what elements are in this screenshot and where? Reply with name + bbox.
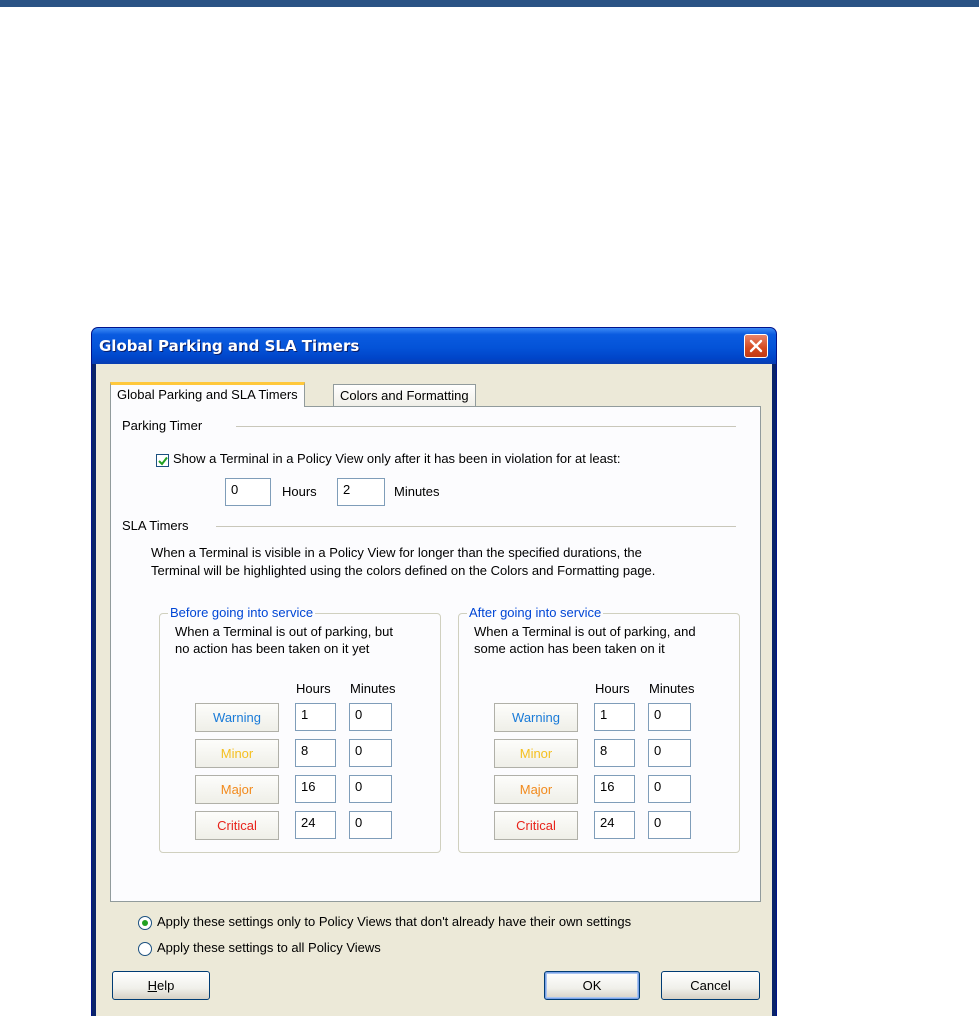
- before-critical-button[interactable]: Critical: [195, 811, 279, 840]
- parking-hours-label: Hours: [282, 484, 317, 499]
- parking-checkbox-label: Show a Terminal in a Policy View only after it has been in violation for at least:: [173, 451, 621, 466]
- dialog-window: [92, 328, 776, 1016]
- after-warning-button[interactable]: Warning: [494, 703, 578, 732]
- apply-own-settings-radio[interactable]: [138, 916, 152, 930]
- before-service-group: [159, 605, 441, 853]
- parking-minutes-label: Minutes: [394, 484, 440, 499]
- close-icon: [749, 339, 763, 353]
- before-warning-minutes[interactable]: 0: [349, 703, 392, 731]
- help-button[interactable]: [112, 971, 210, 1000]
- parking-hours-input[interactable]: 0: [225, 478, 271, 506]
- tab-colors-formatting[interactable]: Colors and Formatting: [333, 384, 476, 406]
- radio-selected-dot: [142, 920, 148, 926]
- after-major-hours[interactable]: 16: [594, 775, 635, 803]
- sla-timers-label: SLA Timers: [122, 518, 194, 533]
- before-warning-hours[interactable]: 1: [295, 703, 336, 731]
- before-major-minutes[interactable]: 0: [349, 775, 392, 803]
- before-minor-button[interactable]: Minor: [195, 739, 279, 768]
- before-service-legend: Before going into service: [170, 605, 314, 620]
- close-button[interactable]: [744, 334, 768, 358]
- after-service-group: [458, 605, 740, 853]
- ok-button[interactable]: OK: [544, 971, 640, 1000]
- after-critical-hours[interactable]: 24: [594, 811, 635, 839]
- after-critical-minutes[interactable]: 0: [648, 811, 691, 839]
- checkmark-icon: [158, 456, 168, 466]
- before-desc-line1: When a Terminal is out of parking, but: [175, 624, 393, 639]
- before-minutes-header: Minutes: [350, 681, 396, 696]
- tab-global-parking[interactable]: Global Parking and SLA Timers: [110, 382, 305, 407]
- after-minor-minutes[interactable]: 0: [648, 739, 691, 767]
- dialog-client: [96, 364, 772, 1016]
- top-accent-bar: [0, 0, 979, 7]
- after-critical-button[interactable]: Critical: [494, 811, 578, 840]
- window-title: Global Parking and SLA Timers: [99, 337, 360, 355]
- parking-divider: [236, 426, 736, 427]
- after-warning-hours[interactable]: 1: [594, 703, 635, 731]
- after-desc-line2: some action has been taken on it: [474, 641, 665, 656]
- after-major-button[interactable]: Major: [494, 775, 578, 804]
- before-hours-header: Hours: [296, 681, 331, 696]
- apply-own-settings-label: Apply these settings only to Policy Views that don't already have their own settings: [157, 914, 632, 929]
- before-critical-hours[interactable]: 24: [295, 811, 336, 839]
- sla-description-line2: Terminal will be highlighted using the colors defined on the Colors and Formatting page.: [151, 563, 656, 578]
- apply-all-views-label: Apply these settings to all Policy Views: [157, 940, 381, 955]
- after-desc-line1: When a Terminal is out of parking, and: [474, 624, 696, 639]
- sla-description-line1: When a Terminal is visible in a Policy View for longer than the specified durations, the: [151, 545, 642, 560]
- help-accelerator: H: [147, 978, 158, 993]
- after-warning-minutes[interactable]: 0: [648, 703, 691, 731]
- after-hours-header: Hours: [595, 681, 630, 696]
- after-minor-hours[interactable]: 8: [594, 739, 635, 767]
- apply-all-views-radio[interactable]: [138, 942, 152, 956]
- before-critical-minutes[interactable]: 0: [349, 811, 392, 839]
- before-minor-minutes[interactable]: 0: [349, 739, 392, 767]
- after-minor-button[interactable]: Minor: [494, 739, 578, 768]
- tab-panel: [110, 406, 761, 902]
- after-minutes-header: Minutes: [649, 681, 695, 696]
- before-major-button[interactable]: Major: [195, 775, 279, 804]
- help-label-rest: elp: [157, 978, 175, 993]
- after-service-legend: After going into service: [469, 605, 602, 620]
- parking-timer-label: Parking Timer: [122, 418, 208, 433]
- before-minor-hours[interactable]: 8: [295, 739, 336, 767]
- before-warning-button[interactable]: Warning: [195, 703, 279, 732]
- parking-checkbox[interactable]: [156, 454, 169, 467]
- parking-minutes-input[interactable]: 2: [337, 478, 385, 506]
- cancel-button[interactable]: Cancel: [661, 971, 760, 1000]
- before-major-hours[interactable]: 16: [295, 775, 336, 803]
- title-bar[interactable]: [92, 328, 776, 364]
- before-desc-line2: no action has been taken on it yet: [175, 641, 370, 656]
- after-major-minutes[interactable]: 0: [648, 775, 691, 803]
- sla-divider: [216, 526, 736, 527]
